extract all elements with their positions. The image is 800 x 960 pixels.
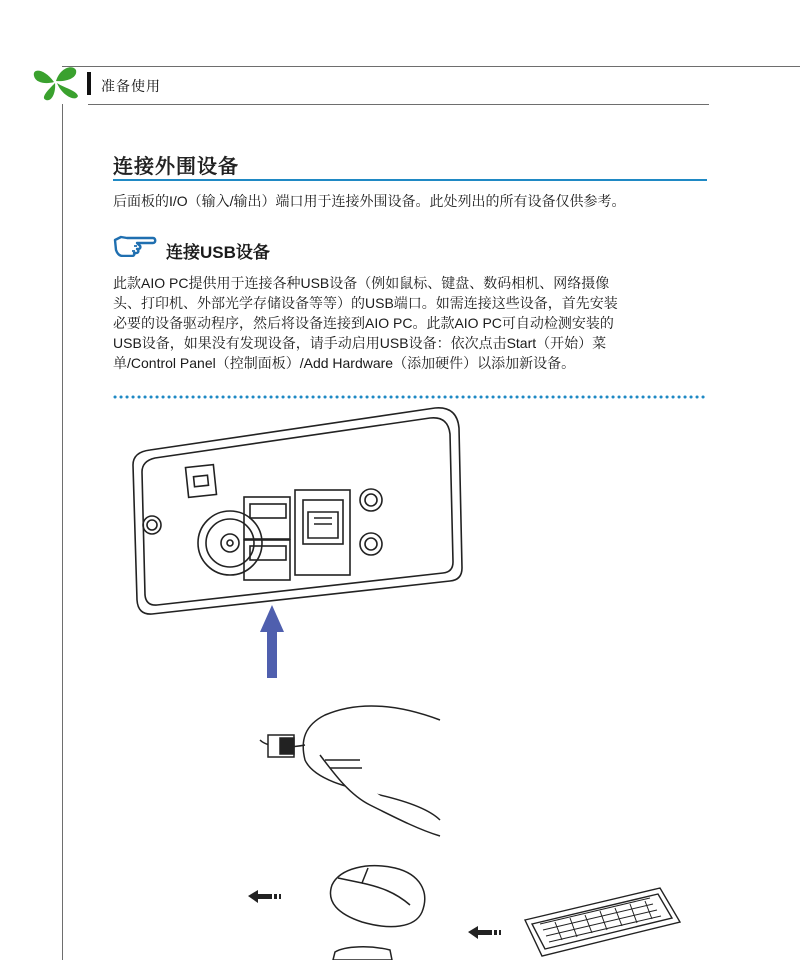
paragraph-line: 头、打印机、外部光学存储设备等等）的USB端口。如需连接这些设备，首先安装 xyxy=(113,295,618,311)
chapter-title: 准备使用 xyxy=(101,78,161,94)
header-rule-top xyxy=(62,66,800,67)
left-arrow-icon xyxy=(468,926,501,939)
section-title: 连接外围设备 xyxy=(113,156,239,178)
subsection-paragraph xyxy=(113,273,713,373)
header-rule-bottom xyxy=(88,104,709,105)
io-panel xyxy=(133,408,462,614)
dotted-divider xyxy=(113,395,709,399)
paragraph-line: 单/Control Panel（控制面板）/Add Hardware（添加硬件）以添加新设备。 xyxy=(113,355,576,371)
left-arrow-icon xyxy=(248,890,281,903)
up-arrow-icon xyxy=(260,605,284,678)
usb-plug-hand xyxy=(260,706,440,836)
paragraph-line: 此款AIO PC提供用于连接各种USB设备（例如鼠标、键盘、数码相机、网络摄像 xyxy=(113,275,610,291)
section-intro: 后面板的I/O（输入/输出）端口用于连接外围设备。此处列出的所有设备仅供参考。 xyxy=(113,193,626,209)
paragraph-line: 必要的设备驱动程序，然后将设备连接到AIO PC。此款AIO PC可自动检测安装的 xyxy=(113,315,614,331)
clover-logo-icon xyxy=(30,62,82,102)
section-rule xyxy=(113,179,707,181)
subsection-title: 连接USB设备 xyxy=(166,243,270,262)
pointing-hand-icon xyxy=(113,233,157,257)
mouse-icon xyxy=(333,947,392,960)
usb-connection-illustration xyxy=(100,400,720,960)
page-frame-line xyxy=(62,104,63,960)
keyboard-icon xyxy=(525,888,680,956)
mouse-icon xyxy=(330,866,424,927)
paragraph-line: USB设备，如果没有发现设备，请手动启用USB设备：依次点击Start（开始）菜 xyxy=(113,335,607,351)
header-bar xyxy=(87,72,91,95)
